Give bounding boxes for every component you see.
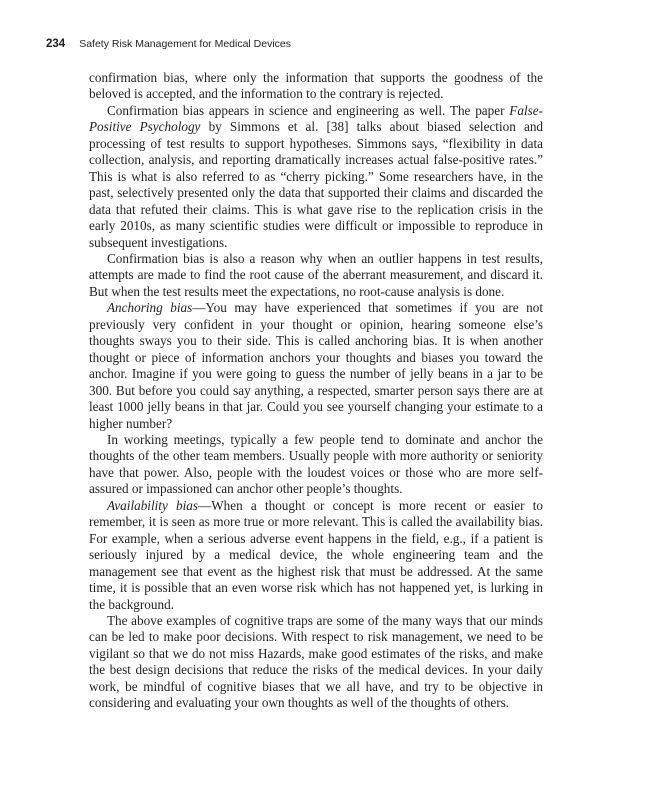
paragraph-confirmation-bias-science: Confirmation bias appears in science and engineering as well. The paper False-Positive Psychology by Simmons et al. [38] talks about biased selection and processing of test results to support hypotheses. Simmons says, “flexibility in data collection, analysis, and reporting dramatically increases actual false-positive rates.” This is what is also referred to as “cherry picking.” Some researchers have, in the past, selectively presented only the data that supported their claims and discarded the data that refuted their claims. This is what gave rise to the replication crisis in the early 2010s, as many scientific studies were difficult or impossible to reproduce in subsequent investigations. (89, 102, 543, 250)
page-number: 234 (46, 38, 66, 50)
paragraph-confirmation-bias-continued: confirmation bias, where only the information that supports the goodness of the beloved is accepted, and the information to the contrary is rejected. (89, 70, 543, 102)
paragraph-anchoring-bias: Anchoring bias—You may have experienced that sometimes if you are not previously very confident in your thought or opinion, hearing someone else’s thoughts sways you to their side. This is called anchoring bias. It is when another thought or piece of information anchors your thoughts and biases you toward the anchor. Imagine if you were going to guess the number of jelly beans in a jar to be 300. But before you could say anything, a respected, smarter person says there are at least 1000 jelly beans in that jar. Could you see yourself changing your estimate to a higher number? (89, 300, 543, 431)
paragraph-working-meetings: In working meetings, typically a few people tend to dominate and anchor the thoughts of the other team members. Usually people with more authority or seniority have that power. Also, people with the loudest voices or those who are more self-assured or impassioned can anchor other people’s thoughts. (89, 431, 543, 497)
running-title: Safety Risk Management for Medical Devices (79, 38, 292, 50)
term-anchoring-bias: Anchoring bias (107, 300, 193, 316)
cited-paper-title: False-Positive Psychology (89, 102, 543, 135)
body-text (89, 70, 543, 712)
running-header (46, 38, 291, 54)
term-availability-bias: Availability bias (107, 497, 198, 513)
paragraph-availability-bias: Availability bias—When a thought or concept is more recent or easier to remember, it is seen as more true or more relevant. This is called the availability bias. For example, when a serious adverse event happens in the field, e.g., if a patient is seriously injured by a medical device, the whole engineering team and the management see that event as the highest risk that must be addressed. At the same time, it is possible that an even worse risk which has not happened yet, is lurking in the background. (89, 497, 543, 612)
paragraph-outlier-analysis: Confirmation bias is also a reason why when an outlier happens in test results, attempts are made to find the root cause of the aberrant measurement, and discard it. But when the test results meet the expectations, no root-cause analysis is done. (89, 250, 543, 299)
paragraph-conclusion: The above examples of cognitive traps are some of the many ways that our minds can be led to make poor decisions. With respect to risk management, we need to be vigilant so that we do not miss Hazards, make good estimates of the risks, and make the best design decisions that reduce the risks of the medical devices. In your daily work, be mindful of cognitive biases that we all have, and try to be objective in considering and evaluating your own thoughts as well of the thoughts of others. (89, 612, 543, 711)
